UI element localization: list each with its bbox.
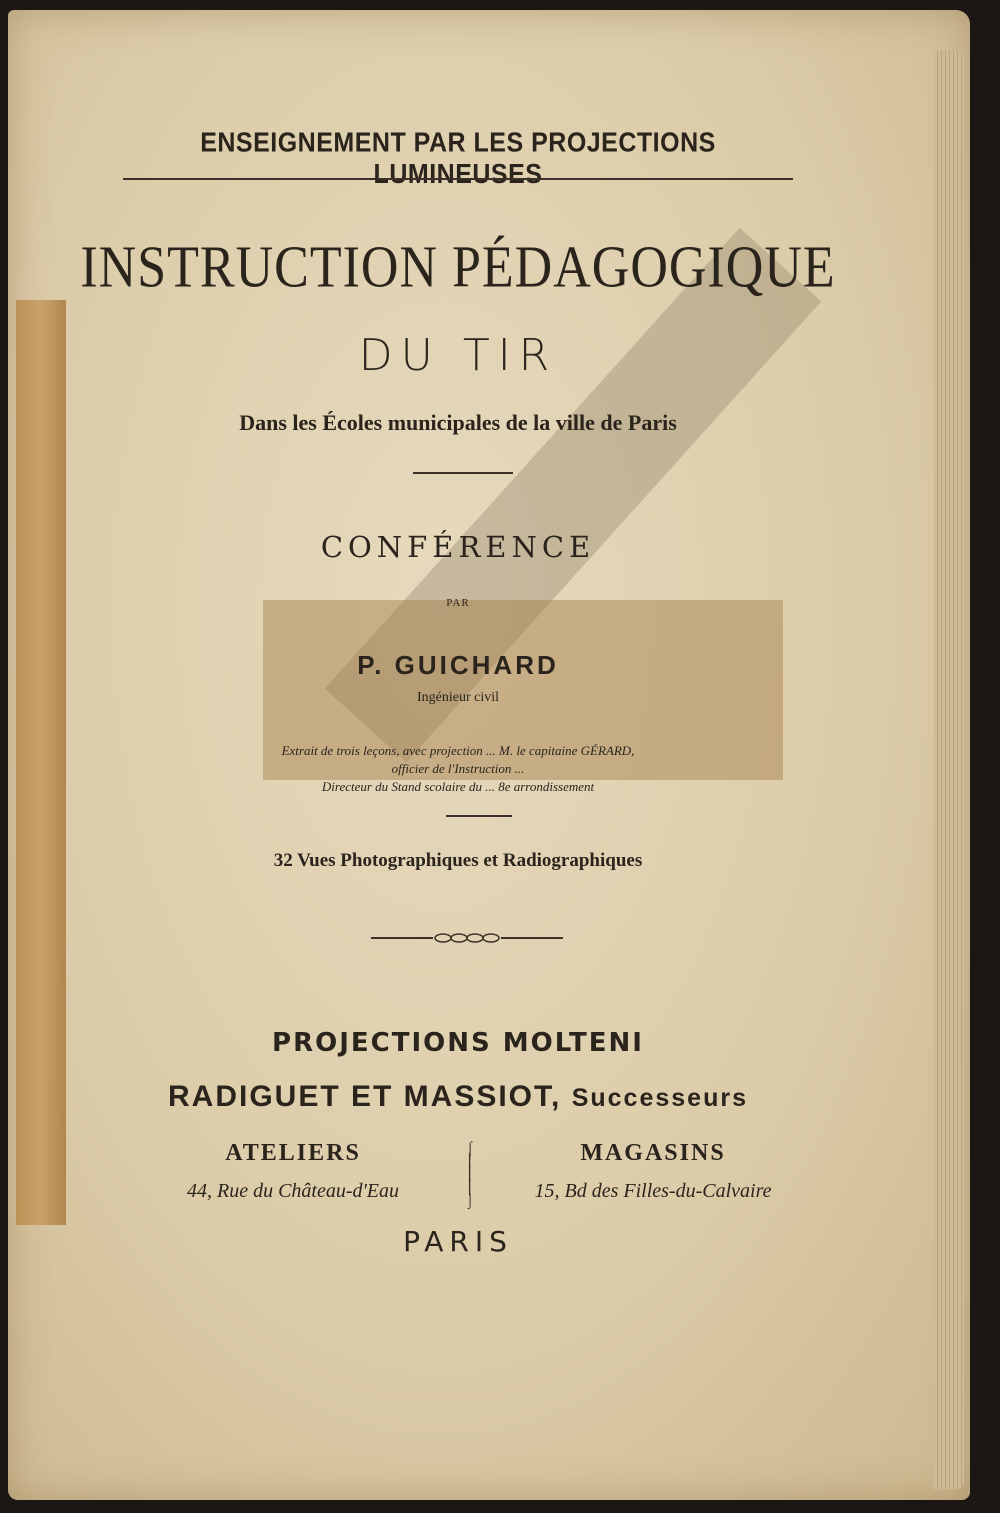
stores-label: MAGASINS <box>580 1140 726 1166</box>
views-count: 32 Vues Photographiques et Radiographiques <box>273 850 643 871</box>
page-edges <box>934 50 964 1490</box>
book-title: INSTRUCTION PÉDAGOGIQUE <box>80 234 836 301</box>
extract-line: officier de l'Instruction ... <box>391 761 525 776</box>
by-label: PAR <box>446 597 470 609</box>
ornament-rule <box>371 930 563 946</box>
author-role: Ingénieur civil <box>416 690 500 705</box>
city-name: PARIS <box>403 1225 513 1258</box>
divider-rule <box>123 178 793 180</box>
extract-line: Directeur du Stand scolaire du ... 8e arrondissement <box>321 779 595 794</box>
workshops-address: 44, Rue du Château-d'Eau <box>186 1180 400 1202</box>
extract-note <box>68 742 848 796</box>
divider-rule <box>413 472 513 474</box>
successors-line <box>68 1080 848 1114</box>
stores-address: 15, Bd des Filles-du-Calvaire <box>534 1180 772 1202</box>
book-cover <box>8 10 970 1500</box>
extract-line: Extrait de trois leçons, avec projection ... M. le capitaine GÉRARD, <box>281 743 635 758</box>
successors-name: RADIGUET ET MASSIOT, <box>168 1080 562 1113</box>
author-name: P. GUICHARD <box>357 650 559 680</box>
brace-divider: ⌠ ⎮ ⎮ ⎮ ⌡ <box>466 1142 475 1209</box>
tape-strip-left <box>16 300 66 1225</box>
place-line: Dans les Écoles municipales de la ville de Paris <box>239 410 677 435</box>
book-subtitle: DU TIR <box>358 330 558 381</box>
publisher-name: PROJECTIONS MOLTENI <box>272 1028 644 1058</box>
series-heading: ENSEIGNEMENT PAR LES PROJECTIONS LUMINEUSES <box>200 127 716 190</box>
divider-rule <box>446 815 512 817</box>
lecture-label: CONFÉRENCE <box>320 530 596 564</box>
successors-suffix: Successeurs <box>571 1084 748 1112</box>
workshops-label: ATELIERS <box>225 1140 361 1166</box>
